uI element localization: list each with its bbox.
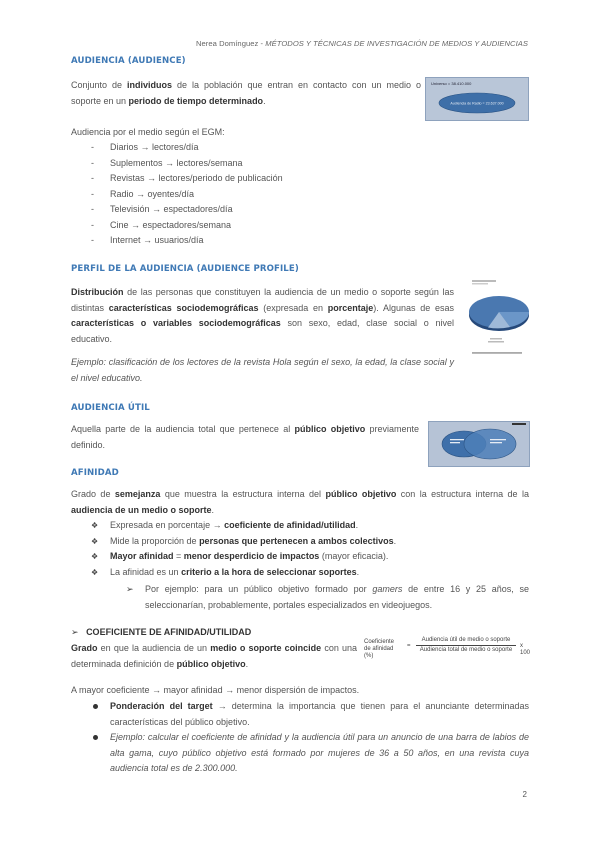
coef-list — [91, 699, 529, 777]
list-item: Ponderación del target → determina la importancia que tienen para el anunciante determinadas características del público objetivo. — [91, 699, 529, 730]
profile-pie-figure — [466, 278, 532, 364]
header-title: MÉTODOS Y TÉCNICAS DE INVESTIGACIÓN DE MEDIOS Y AUDIENCIAS — [265, 39, 528, 48]
list-item: ❖ Mide la proporción de personas que pertenecen a ambos colectivos. — [91, 534, 531, 550]
list-item: - Suplementos → lectores/semana — [91, 156, 283, 172]
afinidad-list — [91, 518, 531, 580]
coef-summary: A mayor coeficiente → mayor afinidad → menor dispersión de impactos. — [71, 685, 360, 695]
useful-audience-figure — [428, 421, 530, 473]
formula-multiplier: x 100 — [520, 643, 531, 656]
list-item: - Internet → usuarios/día — [91, 233, 283, 249]
coef-heading: ➢ COEFICIENTE DE AFINIDAD/UTILIDAD — [71, 627, 252, 637]
audiencia-definition: Conjunto de individuos de la población que entran en contacto con un medio o soporte en un periodo de tiempo determinado. — [71, 80, 421, 106]
page-number: 2 — [522, 790, 527, 799]
list-item: ❖ La afinidad es un criterio a la hora de seleccionar soportes. — [91, 565, 531, 581]
header-author: Nerea Domínguez - — [196, 39, 264, 48]
heading-perfil: PERFIL DE LA AUDIENCIA (AUDIENCE PROFILE) — [71, 264, 299, 274]
list-item: - Cine → espectadores/semana — [91, 218, 283, 234]
list-item: ❖ Expresada en porcentaje → coeficiente de afinidad/utilidad. — [91, 518, 531, 534]
list-item: - Revistas → lectores/periodo de publicación — [91, 171, 283, 187]
perfil-example: Ejemplo: clasificación de los lectores de la revista Hola según el sexo, la edad, la clase social y el nivel educativo. — [71, 357, 454, 383]
audiencia-util-definition: Aquella parte de la audiencia total que pertenece al público objetivo previamente definido. — [71, 424, 420, 450]
list-item: ❖ Mayor afinidad = menor desperdicio de impactos (mayor eficacia). — [91, 549, 531, 565]
formula-equals: = — [407, 643, 411, 649]
formula-numerator: Audiencia útil de medio o soporte — [421, 637, 511, 643]
coef-definition: Grado en que la audiencia de un medio o soporte coincide con una determinada definición de público objetivo. — [71, 643, 358, 669]
afinidad-sublist — [126, 582, 529, 613]
heading-afinidad: AFINIDAD — [71, 468, 119, 478]
page-header — [196, 36, 528, 52]
perfil-definition: Distribución de las personas que constituyen la audiencia de un medio o soporte según las distintas características sociodemográficas (expresada en porcentaje). Algunas de esas características o variables sociodemográficas son sexo, edad, clase social o nivel educativo. — [71, 287, 454, 344]
formula-denominator: Audiencia total de medio o soporte — [419, 647, 513, 653]
affinity-formula — [364, 637, 534, 661]
formula-fraction-bar — [416, 645, 516, 646]
egm-intro: Audiencia por el medio según el EGM: — [71, 127, 225, 137]
heading-audiencia: AUDIENCIA (AUDIENCE) — [71, 56, 186, 66]
figure-ellipse-label: Audiencia de Radio = 23.637.000 — [450, 101, 504, 106]
list-item: - Diarios → lectores/día — [91, 140, 283, 156]
afinidad-definition: Grado de semejanza que muestra la estructura interna del público objetivo con la estructura interna de la audiencia de un medio o soporte. — [71, 489, 529, 515]
list-item: - Televisión → espectadores/día — [91, 202, 283, 218]
formula-left: Coeficiente de afinidad (%) — [364, 639, 395, 659]
list-item: ➢ Por ejemplo: para un público objetivo formado por gamers de entre 16 y 25 años, se seleccionarían, probablemente, portales especializados en videojuegos. — [126, 582, 529, 613]
list-item: - Radio → oyentes/día — [91, 187, 283, 203]
egm-list — [91, 140, 283, 249]
list-item: Ejemplo: calcular el coeficiente de afinidad y la audiencia útil para un anuncio de una barra de labios de alta gama, cuyo público objetivo está formado por mujeres de 36 a 50 años, en una revista cuya audiencia total es de 2.300.000. — [91, 730, 529, 777]
figure-universe-label: Universo = 38.410.000 — [431, 81, 472, 86]
heading-audiencia-util: AUDIENCIA ÚTIL — [71, 403, 150, 413]
universe-audience-figure — [425, 77, 529, 127]
